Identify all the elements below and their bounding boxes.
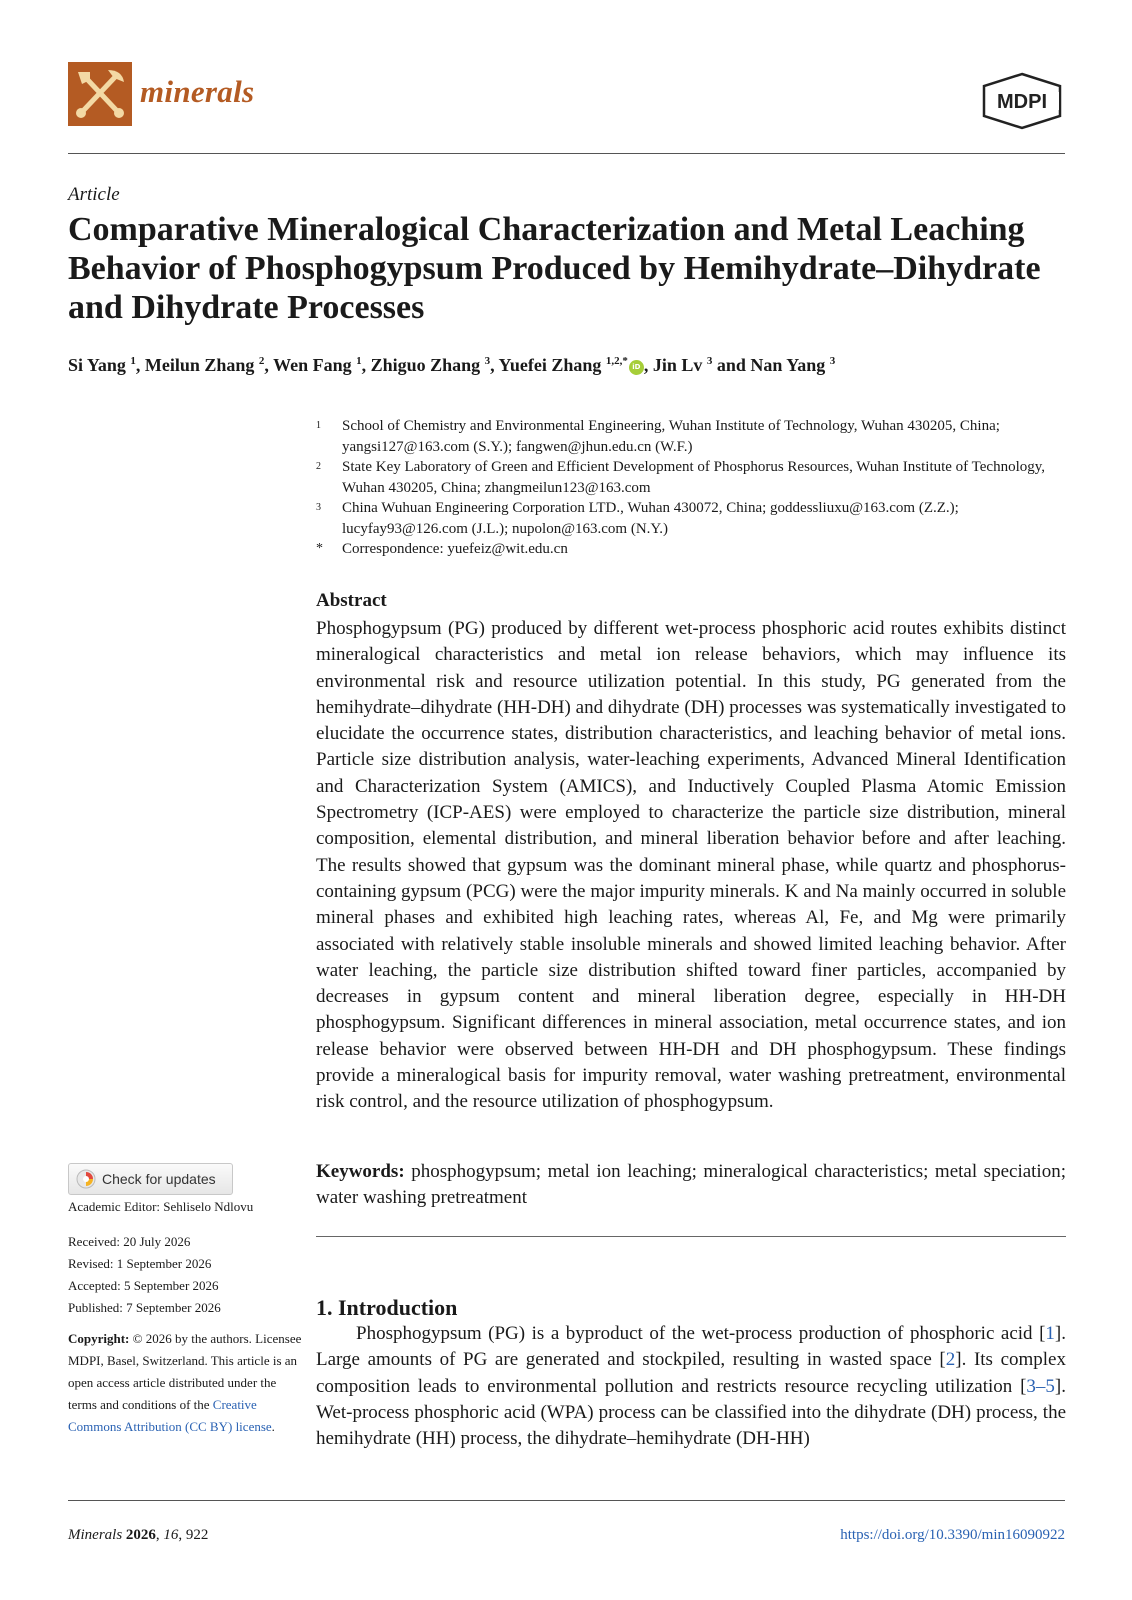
affiliation-item: [316, 498, 1071, 539]
author-conjunction: and: [716, 355, 746, 375]
author-affil: 3: [829, 355, 836, 367]
affiliation-number: 3: [316, 502, 321, 513]
author-affil: 1: [356, 355, 362, 367]
affiliation-number: 1: [316, 420, 321, 431]
citation-link[interactable]: 2: [945, 1349, 956, 1371]
author-affil: 3: [706, 355, 713, 367]
copyright-notice: Copyright: © 2026 by the authors. Licensee MDPI, Basel, Switzerland. This article is an open access article distributed under the terms and conditions of the Creative Commons Attribution (CC BY) license.: [68, 1331, 302, 1434]
abstract-text: Phosphogypsum (PG) produced by different wet-process phosphoric acid routes exhibits distinct mineralogical characteristics and metal ion release behaviors, which may influence its environmental risk and resource utilization potential. In this study, PG generated from the hemihydrate–dihydrate (HH-DH) and dihydrate (DH) processes was systematically investigated to elucidate the occurrence states, distribution characteristics, and leaching behavior of metal ions. Particle size distribution analysis, water-leaching experiments, Advanced Mineral Identification and Characterization System (AMICS), and Inductively Coupled Plasma Atomic Emission Spectrometry (ICP-AES) were employed to characterize the particle size distribution, mineral composition, elemental distribution, and mineral liberation behavior before and after leaching. The results showed that gypsum was the dominant mineral phase, while quartz and phosphorus-containing gypsum (PCG) were the major impurity minerals. K and Na mainly occurred in soluble mineral phases and exhibited high leaching rates, whereas Al, Fe, and Mg were primarily associated with relatively stable insoluble minerals and showed limited leaching behavior. After water leaching, the particle size distribution shifted toward finer particles, accompanied by decreases in gypsum content and mineral liberation degree, especially in HH-DH phosphogypsum. Significant differences in mineral association, metal occurrence states, and ion release behavior were observed between HH-DH and DH phosphogypsum. These findings provide a mineralogical basis for impurity removal, water washing pretreatment, environmental risk control, and the resource utilization of phosphogypsum.: [316, 618, 1066, 1113]
affiliation-item: [316, 416, 1071, 457]
footer-journal: Minerals: [68, 1527, 123, 1543]
check-for-updates-label: Check for updates: [102, 1171, 216, 1187]
citation-link[interactable]: 1: [1045, 1323, 1055, 1344]
author-name: Nan Yang: [750, 355, 826, 375]
affiliations: [316, 416, 1071, 560]
footer-year: 2026: [125, 1527, 156, 1543]
academic-editor: Academic Editor: Sehliselo Ndlovu: [68, 1199, 254, 1214]
copyright-label: Copyright:: [68, 1331, 130, 1346]
check-for-updates-button[interactable]: [68, 1163, 233, 1195]
author-name: Yuefei Zhang: [498, 355, 602, 375]
affiliation-text: China Wuhuan Engineering Corporation LTD., Wuhan 430072, China; goddessliuxu@163.com (Z.Z.); lucyfay93@126.com (J.L.); nupolon@163.com (N.Y.): [342, 500, 959, 537]
author-affil: 1,2,*: [605, 355, 628, 367]
correspondence-marker: *: [316, 541, 323, 556]
author-name: Wen Fang: [273, 355, 352, 375]
minerals-logo-icon: [68, 62, 132, 126]
citation-footer: Minerals 2026, 16, 922: [68, 1527, 209, 1543]
keywords-divider: [316, 1236, 1066, 1237]
author-name: Zhiguo Zhang: [370, 355, 481, 375]
keywords: [316, 1159, 1066, 1212]
publisher-name: MDPI: [997, 91, 1047, 113]
author-name: Jin Lv: [652, 355, 703, 375]
abstract-heading: Abstract: [316, 590, 387, 611]
author-affil: 1: [130, 355, 136, 367]
author-name: Si Yang: [68, 355, 126, 375]
footer-article-number: 922: [185, 1527, 209, 1543]
keywords-text: phosphogypsum; metal ion leaching; mineralogical characteristics; metal speciation; water washing pretreatment: [316, 1161, 1066, 1209]
affiliation-text: School of Chemistry and Environmental Engineering, Wuhan Institute of Technology, Wuhan 430205, China; yangsi127@163.com (S.Y.); fangwen@jhun.edu.cn (W.F.): [342, 418, 1000, 455]
affiliation-number: 2: [316, 461, 321, 472]
received-date: Received: 20 July 2026: [68, 1234, 191, 1249]
intro-text: Phosphogypsum (PG) is a byproduct of the wet-process production of phosphoric acid [1]. Large amounts of PG are generated and stockpiled, resulting in wasted space [2]. Its complex composition leads to environmental pollution and restricts resource recycling utilization [3–5]. Wet-process phosphoric acid (WPA) process can be classified into the dihydrate (DH) process, the hemihydrate (HH) process, the dihydrate–hemihydrate (DH-HH): [316, 1323, 1066, 1450]
article-type: Article: [68, 184, 120, 205]
copyright-text: © 2026 by the authors. Licensee MDPI, Basel, Switzerland. This article is an open access article distributed under the terms and conditions of the: [68, 1331, 302, 1412]
pub-dates: [68, 1231, 303, 1319]
published-date: Published: 7 September 2026: [68, 1300, 221, 1315]
orcid-icon[interactable]: iD: [629, 360, 644, 375]
keywords-label: Keywords:: [316, 1161, 405, 1182]
author-affil: 3: [484, 355, 491, 367]
correspondence: [316, 539, 1071, 560]
affiliation-item: [316, 457, 1071, 498]
citation-link[interactable]: 3–5: [1026, 1375, 1055, 1397]
correspondence-text: Correspondence: yuefeiz@wit.edu.cn: [342, 541, 568, 557]
revised-date: Revised: 1 September 2026: [68, 1256, 212, 1271]
check-for-updates-icon: [76, 1169, 96, 1189]
author-list: Si Yang $^1$, Meilun Zhang $^2$, Wen Fang $^1$, Zhiguo Zhang $^3$, Yuefei Zhang $^{1,2,*}$ iD , Jin Lv $^3$ and Nan Yang $^3$: [68, 355, 836, 375]
intro-heading: 1. Introduction: [316, 1295, 458, 1320]
header-divider: [68, 153, 1065, 154]
author-name: Meilun Zhang: [144, 355, 255, 375]
footer-volume: 16: [163, 1527, 179, 1543]
accepted-date: Accepted: 5 September 2026: [68, 1278, 219, 1293]
affiliation-text: State Key Laboratory of Green and Efficient Development of Phosphorus Resources, Wuhan Institute of Technology, Wuhan 430205, China; zhangmeilun123@163.com: [342, 459, 1046, 496]
doi-link[interactable]: https://doi.org/10.3390/min16090922: [840, 1527, 1065, 1543]
article-title: Comparative Mineralogical Characterization and Metal Leaching Behavior of Phosphogypsum Produced by Hemihydrate–Dihydrate and Dihydrate Processes: [68, 211, 1041, 326]
mdpi-logo-icon: [980, 72, 1065, 130]
footer-divider: [68, 1500, 1065, 1501]
license-link[interactable]: Creative Commons Attribution (CC BY) license: [68, 1397, 272, 1434]
journal-name: minerals: [140, 74, 255, 109]
author-affil: 2: [258, 355, 265, 367]
